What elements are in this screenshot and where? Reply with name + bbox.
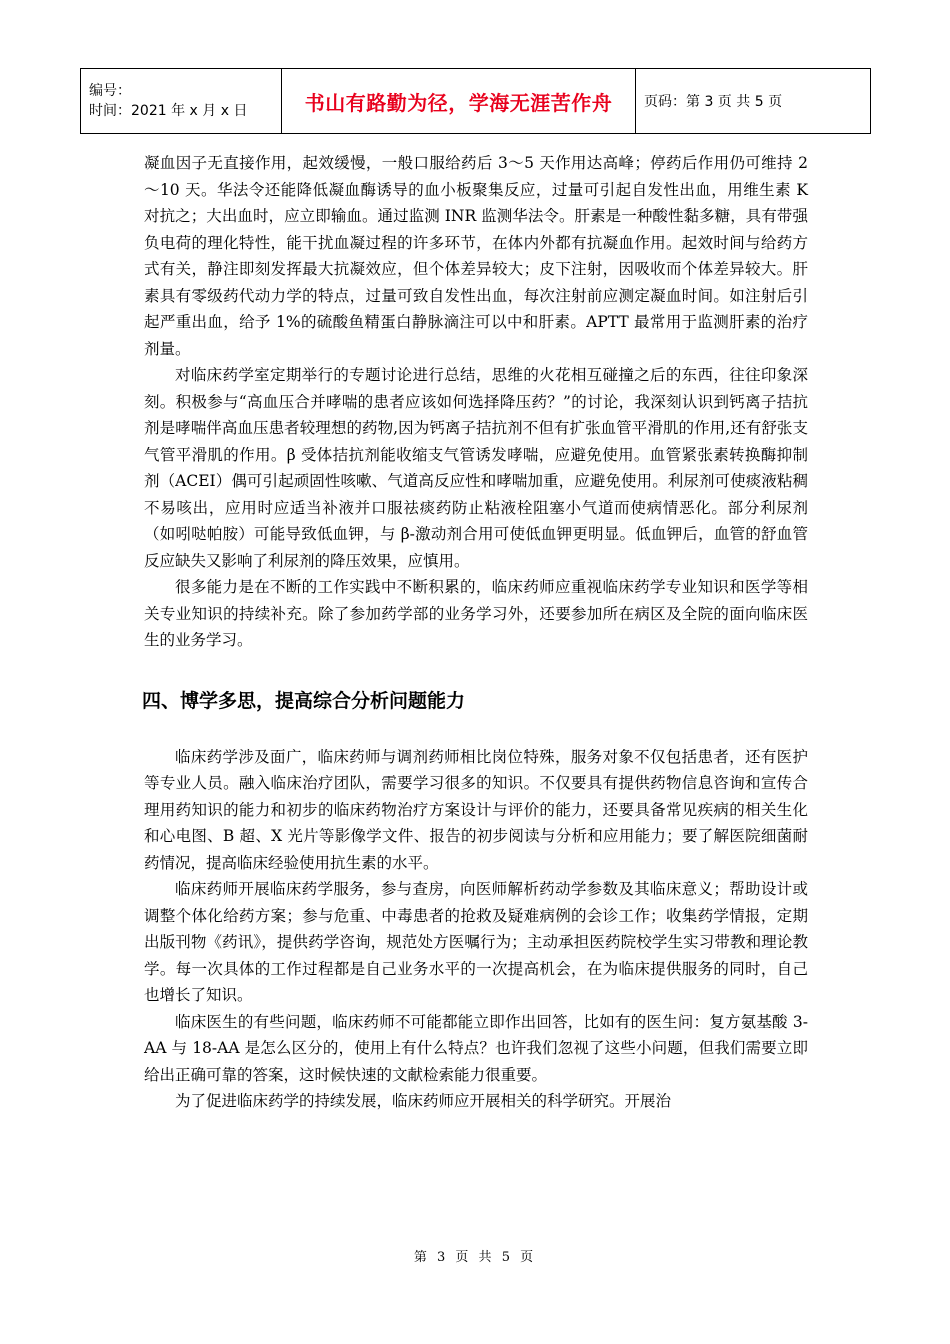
page-footer: 第 3 页 共 5 页 xyxy=(413,1250,537,1265)
document-date-label: 时间：2021 年 x 月 x 日 xyxy=(89,103,248,119)
header-page-number: 页码：第 3 页 共 5 页 xyxy=(636,69,871,134)
body-paragraph: 临床药学涉及面广，临床药师与调剂药师相比岗位特殊，服务对象不仅包括患者，还有医护等专业人员。融入临床治疗团队，需要学习很多的知识。不仅要具有提供药物信息咨询和宣传合理用药知识的能力和初步的临床药物治疗方案设计与评价的能力，还要具备常见疾病的相关生化和心电图、B 超、X 光片等影像学文件、报告的初步阅读与分析和应用能力；要了解医院细菌耐药情况，提高临床经验使用抗生素的水平。 xyxy=(144,747,808,872)
document-body xyxy=(144,150,808,1115)
body-paragraph: 为了促进临床药学的持续发展，临床药师应开展相关的科学研究。开展治 xyxy=(175,1092,672,1110)
document-number-label: 编号： xyxy=(89,83,131,99)
body-paragraph: 很多能力是在不断的工作实践中不断积累的，临床药师应重视临床药学专业知识和医学等相关专业知识的持续补充。除了参加药学部的业务学习外，还要参加所在病区及全院的面向临床医生的业务学习。 xyxy=(144,578,808,649)
body-paragraph: 临床医生的有些问题，临床药师不可能都能立即作出回答，比如有的医生问：复方氨基酸 3-AA 与 18-AA 是怎么区分的，使用上有什么特点？也许我们忽视了这些小问题，但我们需要立即给出正确可靠的答案，这时候快速的文献检索能力很重要。 xyxy=(144,1012,808,1084)
page-header xyxy=(80,68,871,134)
body-paragraph: 凝血因子无直接作用，起效缓慢，一般口服给药后 3～5 天作用达高峰；停药后作用仍可维持 2～10 天。华法令还能降低凝血酶诱导的血小板聚集反应，过量可引起自发性出血，用维生素 K 对抗之；大出血时，应立即输血。通过监测 INR 监测华法令。肝素是一种酸性黏多糖，具有带强负电荷的理化特性，能干扰血凝过程的许多环节，在体内外都有抗凝血作用。起效时间与给药方式有关，静注即刻发挥最大抗凝效应，但个体差异较大；皮下注射，因吸收而个体差异较大。肝素具有零级药代动力学的特点，过量可致自发性出血，每次注射前应测定凝血时间。如注射后引起严重出血，给予 1%的硫酸鱼精蛋白静脉滴注可以中和肝素。APTT 最常用于监测肝素的治疗剂量。 xyxy=(144,154,808,358)
header-motto: 书山有路勤为径，学海无涯苦作舟 xyxy=(282,69,636,134)
body-paragraph: 临床药师开展临床药学服务，参与查房，向医师解析药动学参数及其临床意义；帮助设计或调整个体化给药方案；参与危重、中毒患者的抢救及疑难病例的会诊工作；收集药学情报，定期出版刊物《药讯》，提供药学咨询，规范处方医嘱行为；主动承担医药院校学生实习带教和理论教学。每一次具体的工作过程都是自己业务水平的一次提高机会，在为临床提供服务的同时，自己也增长了知识。 xyxy=(144,880,808,1004)
body-paragraph: 对临床药学室定期举行的专题讨论进行总结，思维的火花相互碰撞之后的东西，往往印象深刻。积极参与“高血压合并哮喘的患者应该如何选择降压药？”的讨论，我深刻认识到钙离子拮抗剂是哮喘伴高血压患者较理想的药物,因为钙离子拮抗剂不但有扩张血管平滑肌的作用,还有舒张支气管平滑肌的作用。β 受体拮抗剂能收缩支气管诱发哮喘，应避免使用。血管紧张素转换酶抑制剂（ACEI）偶可引起顽固性咳嗽、气道高反应性和哮喘加重，应避免使用。利尿剂可使痰液粘稠不易咳出，应用时应适当补液并口服祛痰药防止粘液栓阻塞小气道而使病情恶化。部分利尿剂（如吲哒帕胺）可能导致低血钾，与 β-激动剂合用可使低血钾更明显。低血钾后，血管的舒血管反应缺失又影响了利尿剂的降压效果，应慎用。 xyxy=(144,366,808,570)
header-meta xyxy=(81,69,282,134)
section-heading: 四、博学多思，提高综合分析问题能力 xyxy=(142,689,466,712)
